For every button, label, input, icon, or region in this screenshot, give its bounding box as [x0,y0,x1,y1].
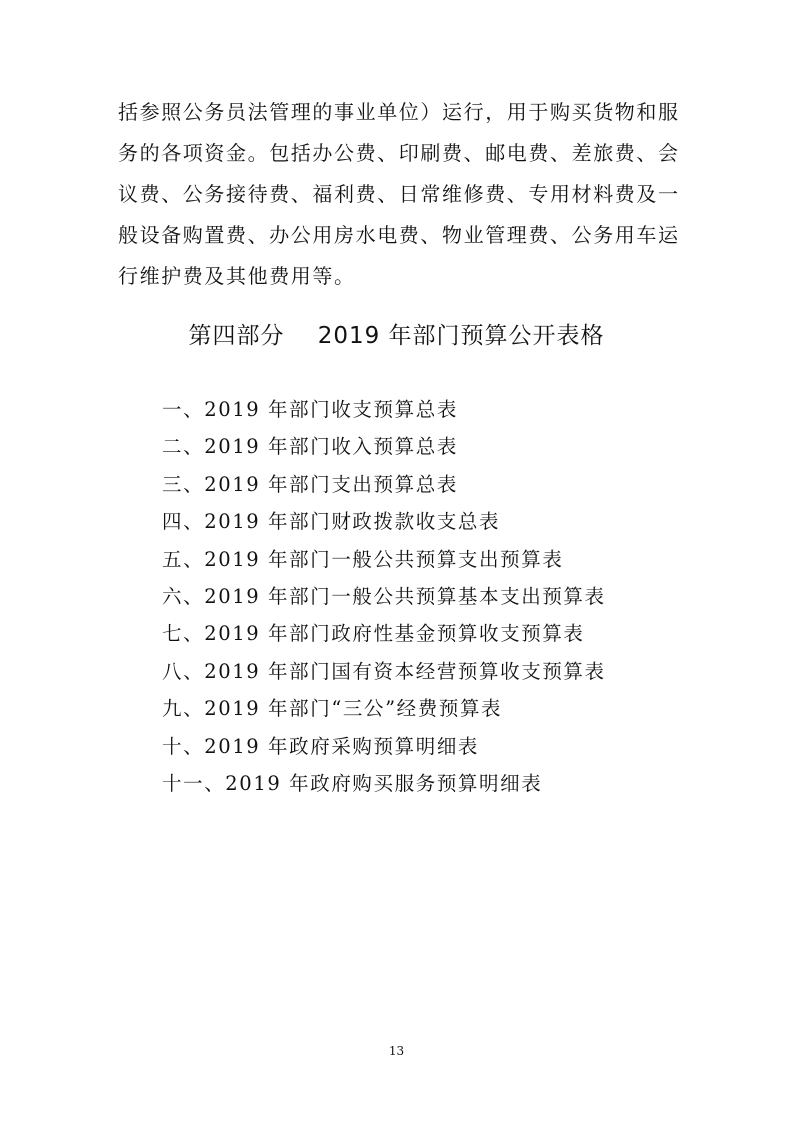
table-of-contents [162,391,722,802]
toc-item-3: 三、2019 年部门支出预算总表 [162,472,458,496]
paragraph-line: 括参照公务员法管理的事业单位）运行，用于购买货物和服 [118,100,680,124]
body-paragraph [118,92,678,297]
page-number: 13 [388,1044,405,1058]
toc-item-7: 七、2019 年部门政府性基金预算收支预算表 [162,622,585,646]
toc-item-2: 二、2019 年部门收入预算总表 [162,435,458,459]
toc-item-4: 四、2019 年部门财政拨款收支总表 [162,510,501,534]
toc-item-11: 十一、2019 年政府购买服务预算明细表 [162,771,543,795]
toc-item-10: 十、2019 年政府采购预算明细表 [162,734,480,758]
paragraph-line: 议费、公务接待费、福利费、日常维修费、专用材料费及一 [118,182,680,206]
toc-item-5: 五、2019 年部门一般公共预算支出预算表 [162,547,564,571]
section-heading: 第四部分 2019 年部门预算公开表格 [188,323,605,349]
toc-item-1: 一、2019 年部门收支预算总表 [162,398,458,421]
toc-item-9: 九、2019 年部门“三公”经费预算表 [162,697,503,721]
paragraph-line: 务的各项资金。包括办公费、印刷费、邮电费、差旅费、会 [118,141,680,165]
toc-item-6: 六、2019 年部门一般公共预算基本支出预算表 [162,584,606,608]
paragraph-line: 行维护费及其他费用等。 [118,264,356,288]
paragraph-line: 般设备购置费、办公用房水电费、物业管理费、公务用车运 [118,223,680,247]
toc-item-8: 八、2019 年部门国有资本经营预算收支预算表 [162,659,606,683]
